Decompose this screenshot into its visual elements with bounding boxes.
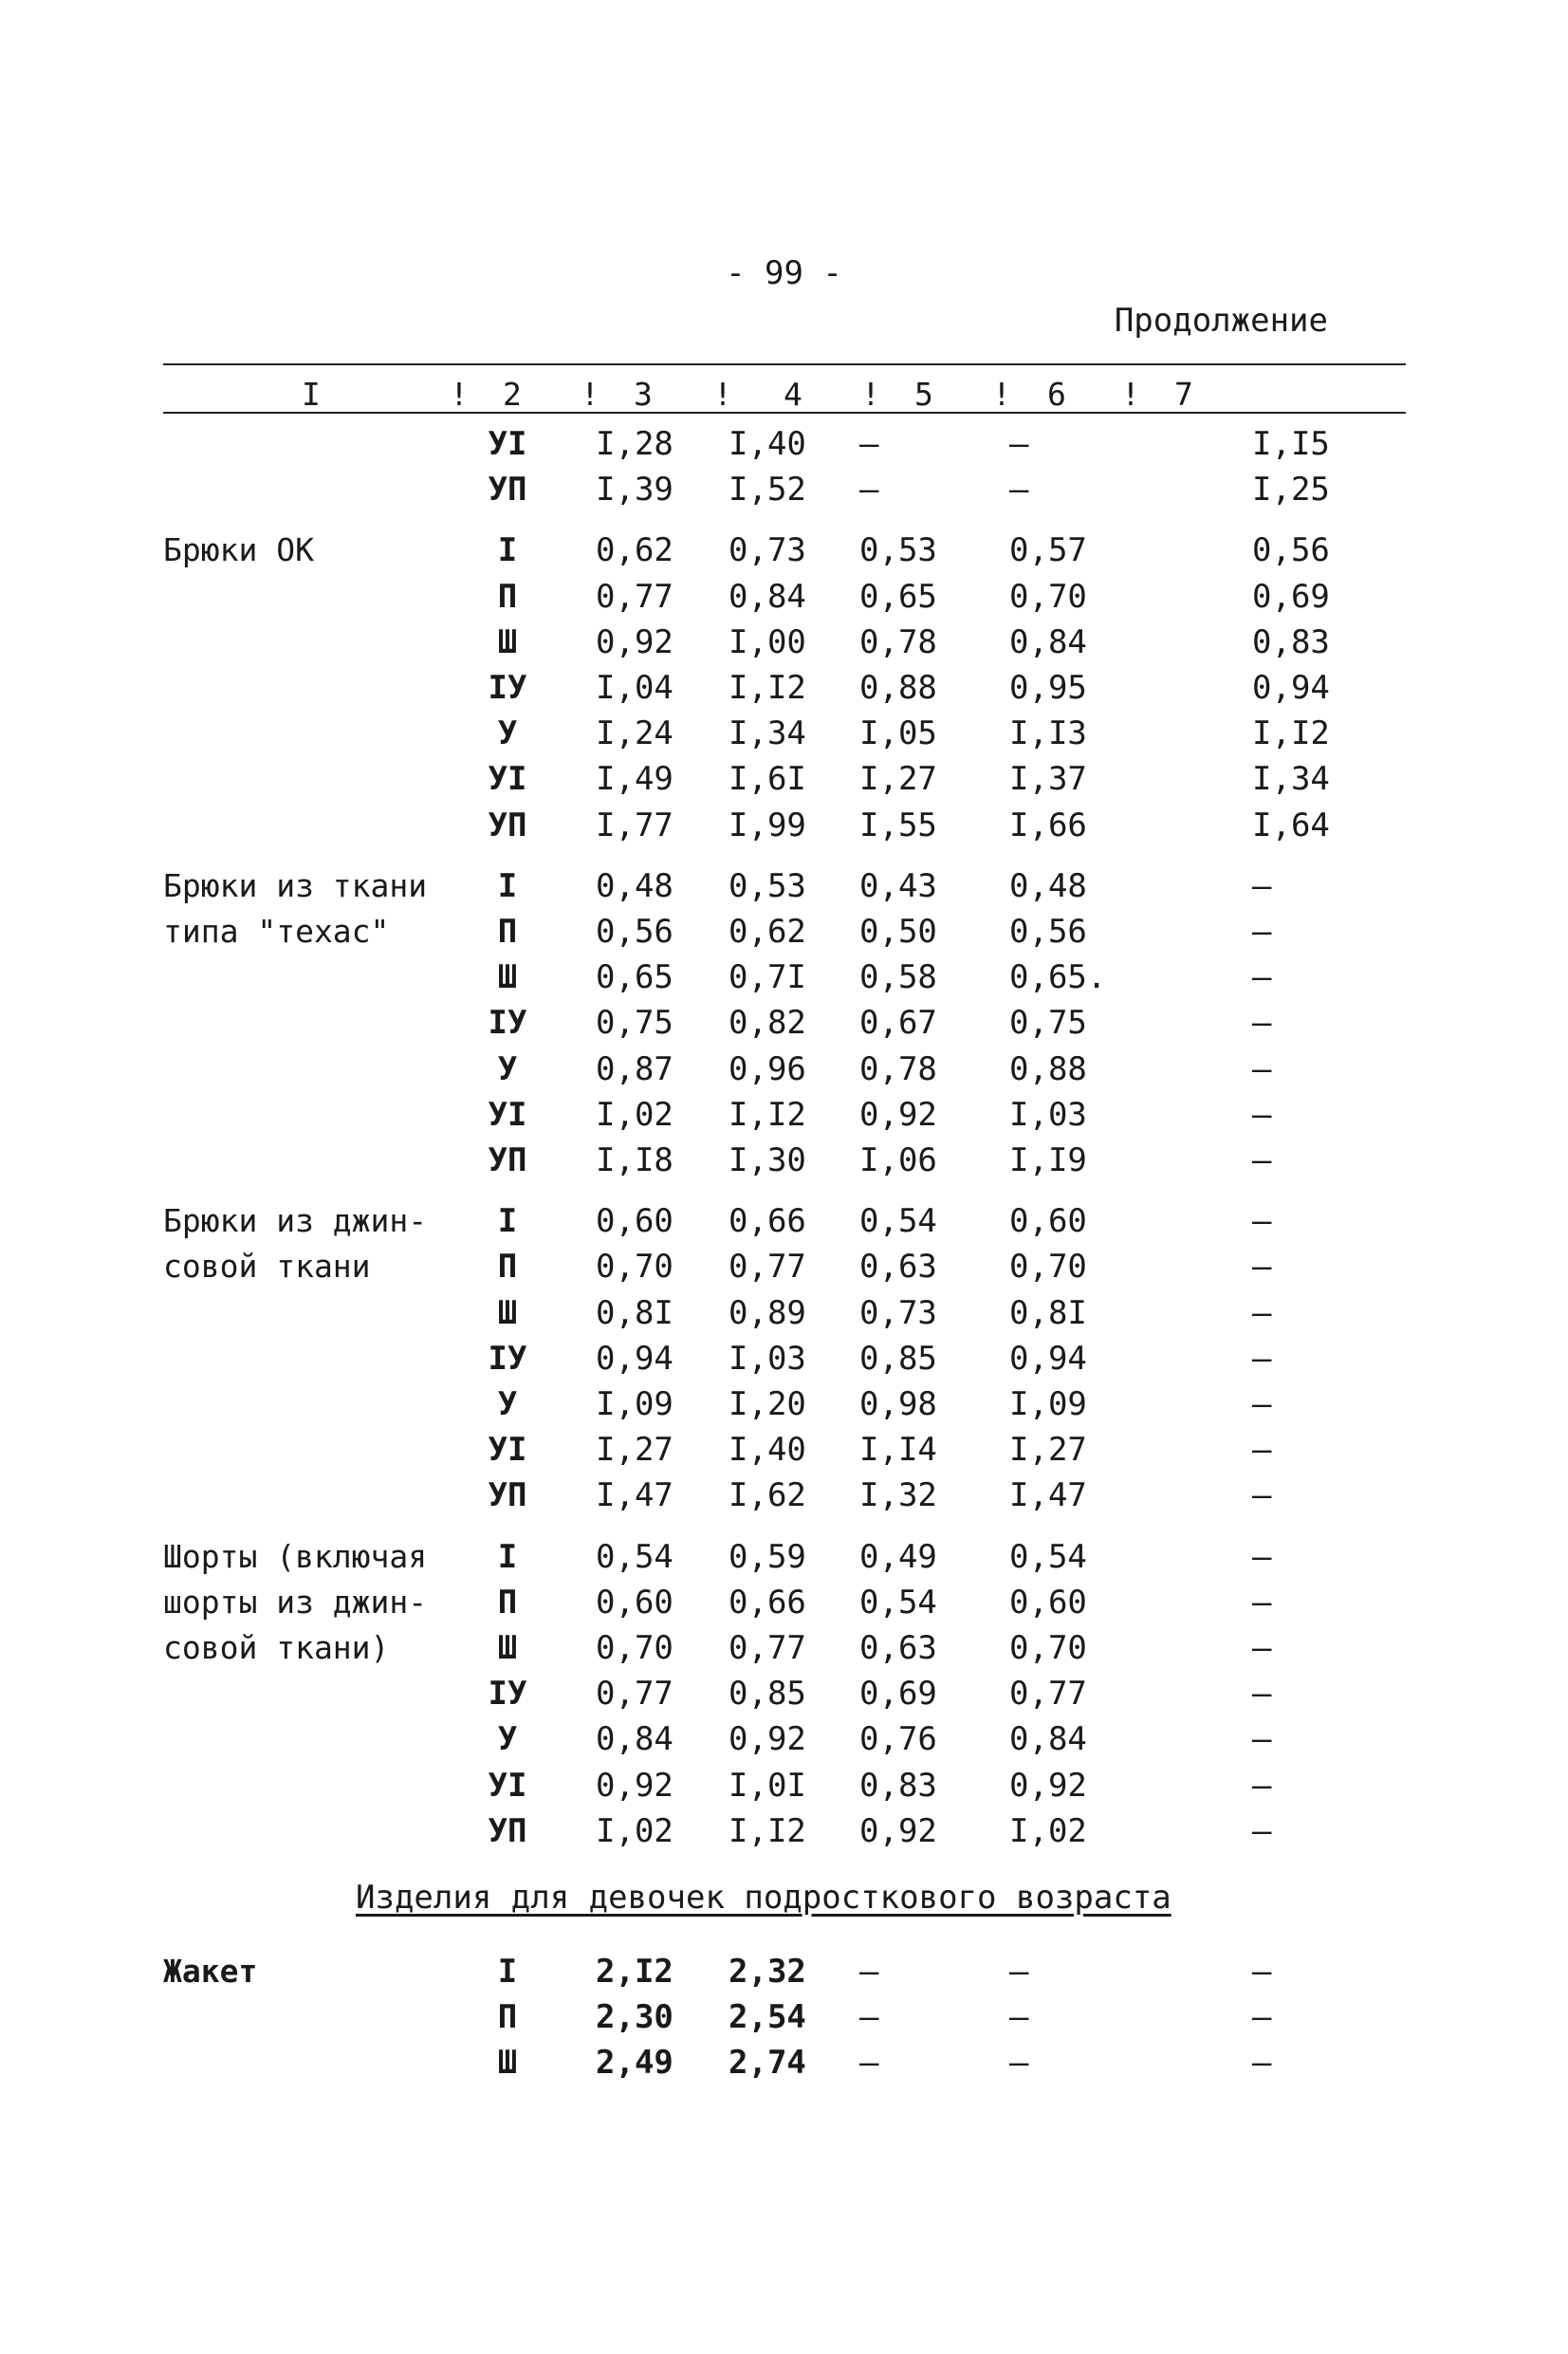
col-6-value: I,02: [1009, 1811, 1087, 1850]
roman-size: Ш: [497, 622, 518, 661]
roman-size: П: [497, 1248, 518, 1287]
col-3-value: 2,30: [596, 1998, 673, 2037]
roman-size: I: [497, 866, 518, 905]
col-4-value: I,30: [729, 1141, 806, 1179]
col-6-value: 0,88: [1009, 1049, 1087, 1088]
roman-size: IУ: [488, 1339, 527, 1378]
header-separator: !: [581, 376, 600, 413]
col-4-value: 0,73: [729, 531, 806, 570]
col-5-value: I,27: [859, 760, 937, 799]
col-4-value: I,52: [729, 471, 806, 510]
col-4-value: 0,7I: [729, 958, 806, 997]
col-6-value: 0,70: [1009, 1629, 1087, 1667]
roman-size: П: [497, 913, 518, 951]
col-5-value: I,05: [859, 714, 937, 753]
col-3-value: 0,77: [596, 577, 673, 616]
roman-size: IУ: [488, 1004, 527, 1043]
roman-size: Ш: [497, 958, 518, 997]
roman-size: I: [497, 1953, 518, 1991]
col-3-value: I,49: [596, 760, 673, 799]
roman-size: УI: [488, 425, 527, 463]
col-4-value: I,00: [729, 622, 806, 661]
col-7-value: I,I2: [1252, 714, 1330, 753]
col-5-value: –: [859, 425, 879, 463]
col-3-value: I,24: [596, 714, 673, 753]
col-3-value: 0,75: [596, 1004, 673, 1043]
col-5-value: –: [859, 471, 879, 510]
col-5-value: 0,50: [859, 913, 937, 951]
group-label: Жакет: [163, 1953, 258, 1990]
roman-size: I: [497, 531, 518, 570]
col-3-value: I,28: [596, 425, 673, 463]
col-4-value: 0,77: [729, 1248, 806, 1287]
col-7-value: 0,94: [1252, 669, 1330, 707]
col-6-value: 0,56: [1009, 913, 1087, 951]
col-7-value: –: [1252, 958, 1272, 997]
col-4-value: 0,92: [729, 1720, 806, 1759]
group-label: Шорты (включая шорты из джин- совой ткани): [163, 1537, 428, 1666]
col-4-value: 0,85: [729, 1675, 806, 1714]
col-5-value: I,I4: [859, 1431, 937, 1470]
col-3-value: 0,62: [596, 531, 673, 570]
col-4-value: 0,82: [729, 1004, 806, 1043]
col-3-value: 0,54: [596, 1537, 673, 1576]
col-5-value: 0,92: [859, 1811, 937, 1850]
col-6-value: 0,94: [1009, 1339, 1087, 1378]
col-3-value: 2,I2: [596, 1953, 673, 1991]
col-3-value: I,09: [596, 1385, 673, 1423]
roman-size: УI: [488, 1431, 527, 1470]
col-4-value: 0,77: [729, 1629, 806, 1667]
roman-size: УI: [488, 1095, 527, 1134]
col-6-value: 0,75: [1009, 1004, 1087, 1043]
col-5-value: 0,65: [859, 577, 937, 616]
col-3-value: 0,77: [596, 1675, 673, 1714]
col-7-value: –: [1252, 1953, 1272, 1991]
col-3-value: I,39: [596, 471, 673, 510]
roman-size: У: [497, 714, 518, 753]
roman-size: У: [497, 1720, 518, 1759]
header-col-3: 3: [634, 376, 653, 413]
col-7-value: –: [1252, 1583, 1272, 1622]
col-4-value: I,6I: [729, 760, 806, 799]
col-7-value: –: [1252, 2044, 1272, 2083]
col-5-value: 0,53: [859, 531, 937, 570]
col-7-value: 0,83: [1252, 622, 1330, 661]
col-5-value: 0,78: [859, 1049, 937, 1088]
col-3-value: 0,70: [596, 1629, 673, 1667]
group-label: Брюки ОК: [163, 531, 314, 569]
roman-size: УП: [488, 1476, 527, 1515]
col-5-value: 0,92: [859, 1095, 937, 1134]
col-7-value: –: [1252, 1476, 1272, 1515]
header-col-1: I: [302, 376, 321, 413]
col-3-value: I,02: [596, 1811, 673, 1850]
col-4-value: I,03: [729, 1339, 806, 1378]
col-7-value: –: [1252, 1811, 1272, 1850]
col-6-value: 0,60: [1009, 1202, 1087, 1241]
col-7-value: –: [1252, 1339, 1272, 1378]
col-5-value: 0,54: [859, 1202, 937, 1241]
roman-size: I: [497, 1202, 518, 1241]
col-6-value: 0,65.: [1009, 958, 1107, 997]
col-4-value: I,0I: [729, 1766, 806, 1805]
col-5-value: 0,54: [859, 1583, 937, 1622]
header-col-4: 4: [784, 376, 802, 413]
col-3-value: 0,65: [596, 958, 673, 997]
col-4-value: 0,66: [729, 1583, 806, 1622]
col-6-value: 0,84: [1009, 622, 1087, 661]
col-7-value: –: [1252, 1141, 1272, 1179]
col-4-value: 2,54: [729, 1998, 806, 2037]
col-7-value: –: [1252, 1004, 1272, 1043]
col-3-value: 0,92: [596, 1766, 673, 1805]
col-3-value: I,04: [596, 669, 673, 707]
col-3-value: 0,94: [596, 1339, 673, 1378]
col-6-value: I,I3: [1009, 714, 1087, 753]
col-4-value: 2,32: [729, 1953, 806, 1991]
roman-size: УП: [488, 1141, 527, 1179]
roman-size: П: [497, 1998, 518, 2037]
col-3-value: I,I8: [596, 1141, 673, 1179]
col-7-value: –: [1252, 1431, 1272, 1470]
col-6-value: I,27: [1009, 1431, 1087, 1470]
col-7-value: –: [1252, 913, 1272, 951]
col-7-value: –: [1252, 1537, 1272, 1576]
header-separator: !: [861, 376, 880, 413]
col-5-value: 0,67: [859, 1004, 937, 1043]
header-col-5: 5: [914, 376, 933, 413]
col-7-value: –: [1252, 1766, 1272, 1805]
header-col-7: 7: [1174, 376, 1193, 413]
col-6-value: –: [1009, 1953, 1029, 1991]
col-5-value: 0,85: [859, 1339, 937, 1378]
col-7-value: –: [1252, 1385, 1272, 1423]
col-7-value: –: [1252, 1095, 1272, 1134]
col-6-value: 0,54: [1009, 1537, 1087, 1576]
col-6-value: I,I9: [1009, 1141, 1087, 1179]
col-6-value: I,09: [1009, 1385, 1087, 1423]
col-6-value: I,03: [1009, 1095, 1087, 1134]
col-7-value: –: [1252, 866, 1272, 905]
roman-size: УI: [488, 760, 527, 799]
group-label: Брюки из ткани типа "техас": [163, 866, 428, 950]
col-6-value: –: [1009, 471, 1029, 510]
col-4-value: I,I2: [729, 1095, 806, 1134]
section-title: Изделия для девочек подросткового возраста: [356, 1879, 1171, 1917]
col-6-value: 0,70: [1009, 577, 1087, 616]
col-3-value: 0,48: [596, 866, 673, 905]
col-5-value: 0,58: [859, 958, 937, 997]
col-6-value: 0,8I: [1009, 1293, 1087, 1332]
col-4-value: 0,62: [729, 913, 806, 951]
col-6-value: I,37: [1009, 760, 1087, 799]
header-col-2: 2: [503, 376, 522, 413]
col-3-value: 0,60: [596, 1202, 673, 1241]
col-3-value: I,27: [596, 1431, 673, 1470]
col-5-value: 0,69: [859, 1675, 937, 1714]
roman-size: У: [497, 1385, 518, 1423]
col-5-value: –: [859, 1998, 879, 2037]
col-5-value: I,55: [859, 806, 937, 844]
roman-size: УП: [488, 471, 527, 510]
col-3-value: 0,87: [596, 1049, 673, 1088]
col-4-value: 0,53: [729, 866, 806, 905]
col-6-value: 0,48: [1009, 866, 1087, 905]
roman-size: Ш: [497, 1629, 518, 1667]
col-7-value: I,I5: [1252, 425, 1330, 463]
col-4-value: 0,89: [729, 1293, 806, 1332]
roman-size: УП: [488, 1811, 527, 1850]
header-col-6: 6: [1047, 376, 1066, 413]
col-7-value: –: [1252, 1202, 1272, 1241]
col-4-value: I,40: [729, 1431, 806, 1470]
col-4-value: I,20: [729, 1385, 806, 1423]
col-5-value: 0,49: [859, 1537, 937, 1576]
col-6-value: –: [1009, 425, 1029, 463]
col-5-value: 0,76: [859, 1720, 937, 1759]
roman-size: Ш: [497, 2044, 518, 2083]
col-5-value: –: [859, 1953, 879, 1991]
col-3-value: I,47: [596, 1476, 673, 1515]
col-4-value: 0,84: [729, 577, 806, 616]
roman-size: УП: [488, 806, 527, 844]
col-6-value: 0,60: [1009, 1583, 1087, 1622]
col-6-value: 0,84: [1009, 1720, 1087, 1759]
col-7-value: –: [1252, 1720, 1272, 1759]
col-7-value: –: [1252, 1248, 1272, 1287]
col-3-value: 2,49: [596, 2044, 673, 2083]
roman-size: У: [497, 1049, 518, 1088]
col-5-value: 0,88: [859, 669, 937, 707]
col-7-value: –: [1252, 1629, 1272, 1667]
page-number: - 99 -: [726, 254, 842, 292]
col-6-value: 0,92: [1009, 1766, 1087, 1805]
col-5-value: –: [859, 2044, 879, 2083]
roman-size: П: [497, 577, 518, 616]
col-7-value: I,25: [1252, 471, 1330, 510]
col-4-value: I,62: [729, 1476, 806, 1515]
col-4-value: I,40: [729, 425, 806, 463]
col-6-value: –: [1009, 1998, 1029, 2037]
col-6-value: 0,77: [1009, 1675, 1087, 1714]
col-4-value: I,I2: [729, 1811, 806, 1850]
col-7-value: 0,69: [1252, 577, 1330, 616]
header-separator: !: [450, 376, 469, 413]
col-3-value: 0,92: [596, 622, 673, 661]
col-3-value: 0,60: [596, 1583, 673, 1622]
col-7-value: –: [1252, 1675, 1272, 1714]
col-5-value: I,32: [859, 1476, 937, 1515]
col-7-value: 0,56: [1252, 531, 1330, 570]
roman-size: Ш: [497, 1293, 518, 1332]
col-3-value: 0,70: [596, 1248, 673, 1287]
col-7-value: I,64: [1252, 806, 1330, 844]
col-6-value: 0,95: [1009, 669, 1087, 707]
col-5-value: 0,43: [859, 866, 937, 905]
col-7-value: –: [1252, 1293, 1272, 1332]
col-4-value: 0,66: [729, 1202, 806, 1241]
col-3-value: 0,56: [596, 913, 673, 951]
col-5-value: 0,98: [859, 1385, 937, 1423]
col-6-value: 0,70: [1009, 1248, 1087, 1287]
col-6-value: 0,57: [1009, 531, 1087, 570]
continuation-label: Продолжение: [1114, 302, 1328, 340]
col-6-value: –: [1009, 2044, 1029, 2083]
header-separator: !: [713, 376, 732, 413]
col-7-value: I,34: [1252, 760, 1330, 799]
col-4-value: I,34: [729, 714, 806, 753]
roman-size: IУ: [488, 669, 527, 707]
col-3-value: I,02: [596, 1095, 673, 1134]
col-4-value: 2,74: [729, 2044, 806, 2083]
col-7-value: –: [1252, 1998, 1272, 2037]
col-4-value: 0,96: [729, 1049, 806, 1088]
header-separator: !: [992, 376, 1011, 413]
roman-size: П: [497, 1583, 518, 1622]
col-5-value: I,06: [859, 1141, 937, 1179]
col-5-value: 0,78: [859, 622, 937, 661]
col-5-value: 0,83: [859, 1766, 937, 1805]
col-5-value: 0,63: [859, 1248, 937, 1287]
col-5-value: 0,73: [859, 1293, 937, 1332]
col-4-value: I,99: [729, 806, 806, 844]
col-3-value: 0,8I: [596, 1293, 673, 1332]
col-6-value: I,66: [1009, 806, 1087, 844]
group-label: Брюки из джин- совой ткани: [163, 1202, 428, 1286]
col-5-value: 0,63: [859, 1629, 937, 1667]
col-4-value: I,I2: [729, 669, 806, 707]
col-3-value: 0,84: [596, 1720, 673, 1759]
roman-size: I: [497, 1537, 518, 1576]
roman-size: УI: [488, 1766, 527, 1805]
col-7-value: –: [1252, 1049, 1272, 1088]
roman-size: IУ: [488, 1675, 527, 1714]
col-3-value: I,77: [596, 806, 673, 844]
header-separator: !: [1121, 376, 1140, 413]
col-4-value: 0,59: [729, 1537, 806, 1576]
col-6-value: I,47: [1009, 1476, 1087, 1515]
